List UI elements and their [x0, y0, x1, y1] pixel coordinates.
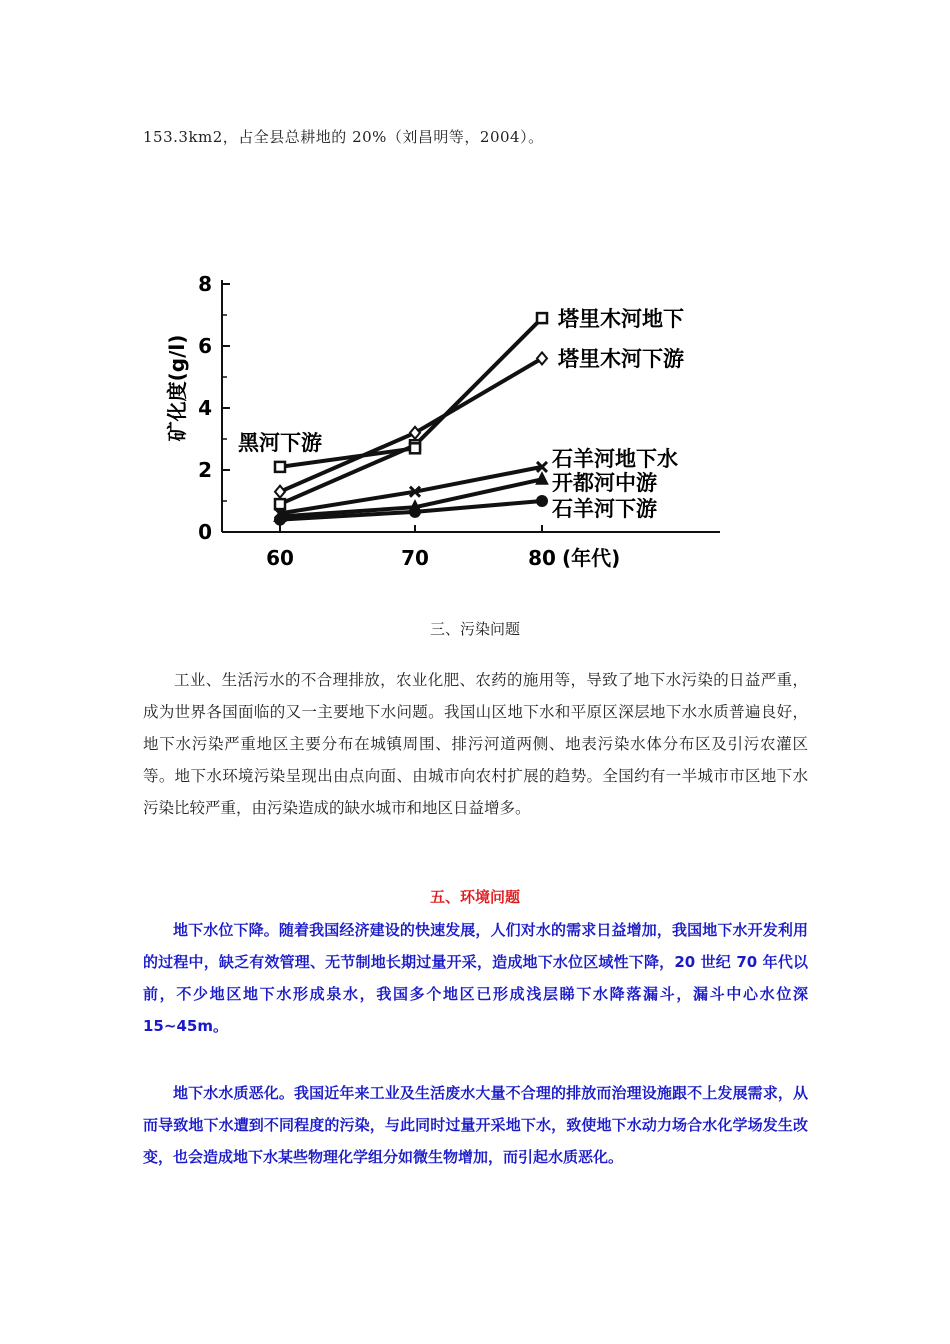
section3-body: 工业、生活污水的不合理排放，农业化肥、农药的施用等，导致了地下水污染的日益严重，成为世界各国面临的又一主要地下水问题。我国山区地下水和平原区深层地下水水质普遍良好，地下水污染严重地区主要分布在城镇周围、排污河道两侧、地表污染水体分布区及引污农灌区等。地下水环境污染呈现出由点向面、由城市向农村扩展的趋势。全国约有一半城市市区地下水污染比较严重，由污染造成的缺水城市和地区日益增多。: [143, 671, 808, 817]
y-tick-label: 8: [198, 272, 212, 296]
data-point-square: [410, 443, 420, 453]
data-point-square: [275, 462, 285, 472]
chart-series: [274, 313, 548, 525]
y-tick-label: 0: [198, 520, 212, 544]
x-tick-label: 80: [528, 546, 556, 570]
data-point-square: [275, 499, 285, 509]
section5-heading: 五、环境问题: [429, 888, 520, 906]
series-label: 塔里木河下游: [558, 347, 684, 371]
data-point-circle: [274, 514, 286, 526]
section5-para1: 地下水位下降。随着我国经济建设的快速发展，人们对水的需求日益增加，我国地下水开发利用的过程中，缺乏有效管理、无节制地长期过量开采，造成地下水位区域性下降，20 世纪 70 年代以前，不少地区地下水形成泉水，我国多个地区已形成浅层睇下水降落漏斗，漏斗中心水位深 15~45m。: [143, 921, 808, 1035]
chart-labels: [238, 307, 684, 521]
series-label: 塔里木河地下: [558, 307, 684, 331]
series-line: [280, 358, 542, 491]
series-label: 石羊河下游: [552, 497, 657, 521]
data-point-circle: [536, 495, 548, 507]
y-axis-label: 矿化度(g/l): [165, 334, 189, 442]
y-tick-label: 2: [198, 458, 212, 482]
data-point-circle: [409, 506, 421, 518]
data-point-square: [537, 313, 547, 323]
series-label: 石羊河地下水: [552, 447, 678, 471]
series-label: 黑河下游: [238, 431, 322, 455]
series-label: 开都河中游: [552, 471, 657, 495]
section5-para2: 地下水水质恶化。我国近年来工业及生活废水大量不合理的排放而治理设施跟不上发展需求，从而导致地下水遭到不同程度的污染，与此同时过量开采地下水，致使地下水动力场合水化学场发生改变，也会造成地下水某些物理化学组分如微生物增加，而引起水质恶化。: [143, 1084, 808, 1166]
intro-line: 153.3km2，占全县总耕地的 20%（刘昌明等，2004）。: [143, 128, 544, 146]
y-tick-label: 4: [198, 396, 212, 420]
mineralization-chart: [160, 262, 760, 582]
section3-heading: 三、污染问题: [429, 620, 520, 638]
data-point-diamond: [275, 486, 285, 498]
y-tick-label: 6: [198, 334, 212, 358]
x-tick-label: 60: [266, 546, 294, 570]
x-axis-label: (年代): [562, 546, 621, 570]
x-tick-label: 70: [401, 546, 429, 570]
